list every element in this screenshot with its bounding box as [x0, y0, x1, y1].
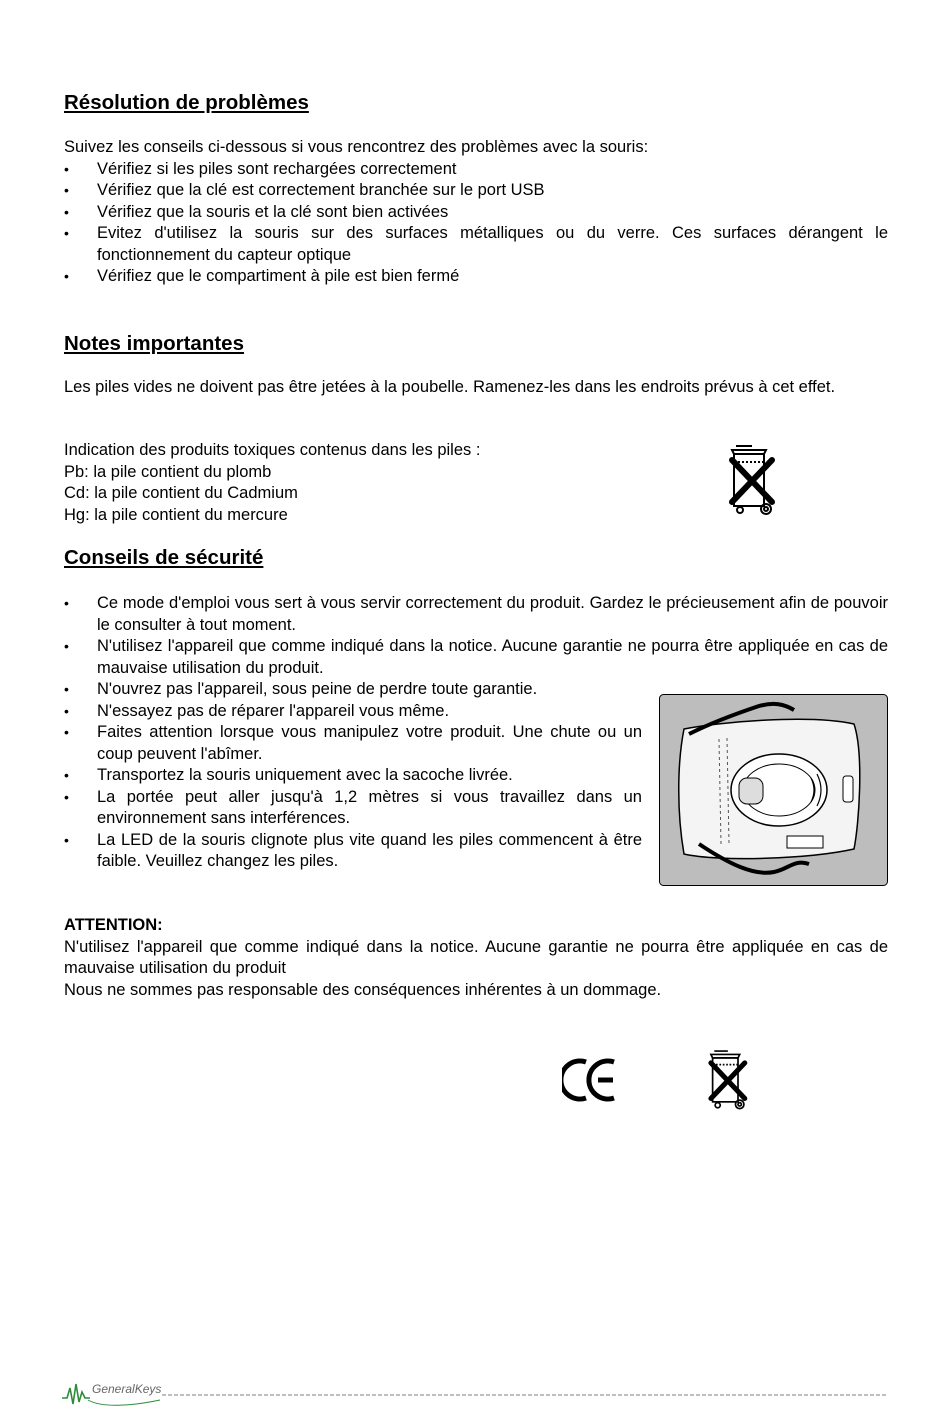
- list-item: • La portée peut aller jusqu'à 1,2 mètres si vous travaillez dans un environnement sans interférences.: [64, 787, 642, 830]
- attention-line-2: Nous ne sommes pas responsable des conséquences inhérentes à un dommage.: [64, 980, 662, 999]
- attention-line-1: N'utilisez l'appareil que comme indiqué dans la notice. Aucune garantie ne pourra être appliquée en cas de mauvaise utilisation du produit: [64, 937, 888, 977]
- troubleshooting-section: [64, 137, 888, 288]
- list-item: • N'essayez pas de réparer l'appareil vous même.: [64, 701, 642, 723]
- list-item: • Vérifiez que le compartiment à pile est bien fermé: [64, 266, 888, 288]
- safety-list-top: [64, 593, 888, 679]
- safety-section-narrow: [64, 679, 642, 873]
- footer: [62, 1378, 886, 1408]
- notes-paragraph: Les piles vides ne doivent pas être jetées à la poubelle. Ramenez-les dans les endroits prévus à cet effet.: [64, 378, 836, 396]
- mouse-pouch-illustration: [659, 694, 888, 886]
- list-item: • Vérifiez que la clé est correctement branchée sur le port USB: [64, 180, 888, 202]
- list-item: • Evitez d'utilisez la souris sur des surfaces métalliques ou du verre. Ces surfaces dérangent le fonctionnement du capteur optique: [64, 223, 888, 266]
- brand-logo-text: GeneralKeys: [92, 1382, 162, 1396]
- notes-title: Notes importantes: [64, 332, 244, 355]
- crossed-bin-icon-bottom: [702, 1046, 752, 1112]
- toxic-line-pb: Pb: la pile contient du plomb: [64, 462, 272, 481]
- list-item: • Transportez la souris uniquement avec la sacoche livrée.: [64, 765, 642, 787]
- crossed-bin-icon: [722, 440, 780, 518]
- toxic-line-hg: Hg: la pile contient du mercure: [64, 505, 288, 524]
- list-item: • Faites attention lorsque vous manipulez votre produit. Une chute ou un coup peuvent l'abîmer.: [64, 722, 642, 765]
- attention-section: [64, 915, 888, 1001]
- list-item: • Vérifiez si les piles sont rechargées correctement: [64, 159, 888, 181]
- ce-mark-icon: [562, 1058, 620, 1102]
- troubleshooting-title: Résolution de problèmes: [64, 91, 309, 114]
- list-item: • N'utilisez l'appareil que comme indiqué dans la notice. Aucune garantie ne pourra être appliquée en cas de mauvaise utilisation du produit.: [64, 636, 888, 679]
- toxic-info: [64, 440, 624, 526]
- notes-paragraph-block: [64, 377, 888, 399]
- troubleshooting-list: [64, 159, 888, 288]
- list-item: • Ce mode d'emploi vous sert à vous servir correctement du produit. Gardez le précieusement afin de pouvoir le consulter à tout moment.: [64, 593, 888, 636]
- list-item: • Vérifiez que la souris et la clé sont bien activées: [64, 202, 888, 224]
- list-item: • La LED de la souris clignote plus vite quand les piles commencent à être faible. Veuillez changez les piles.: [64, 830, 642, 873]
- safety-list-bottom: [64, 679, 642, 873]
- safety-title: Conseils de sécurité: [64, 546, 264, 569]
- troubleshooting-intro: Suivez les conseils ci-dessous si vous rencontrez des problèmes avec la souris:: [64, 138, 649, 156]
- list-item: • N'ouvrez pas l'appareil, sous peine de perdre toute garantie.: [64, 679, 642, 701]
- toxic-line-cd: Cd: la pile contient du Cadmium: [64, 484, 298, 502]
- toxic-intro: Indication des produits toxiques contenus dans les piles :: [64, 441, 481, 459]
- attention-title: ATTENTION:: [64, 916, 163, 934]
- safety-section: [64, 593, 888, 679]
- brand-logo: [62, 1378, 886, 1408]
